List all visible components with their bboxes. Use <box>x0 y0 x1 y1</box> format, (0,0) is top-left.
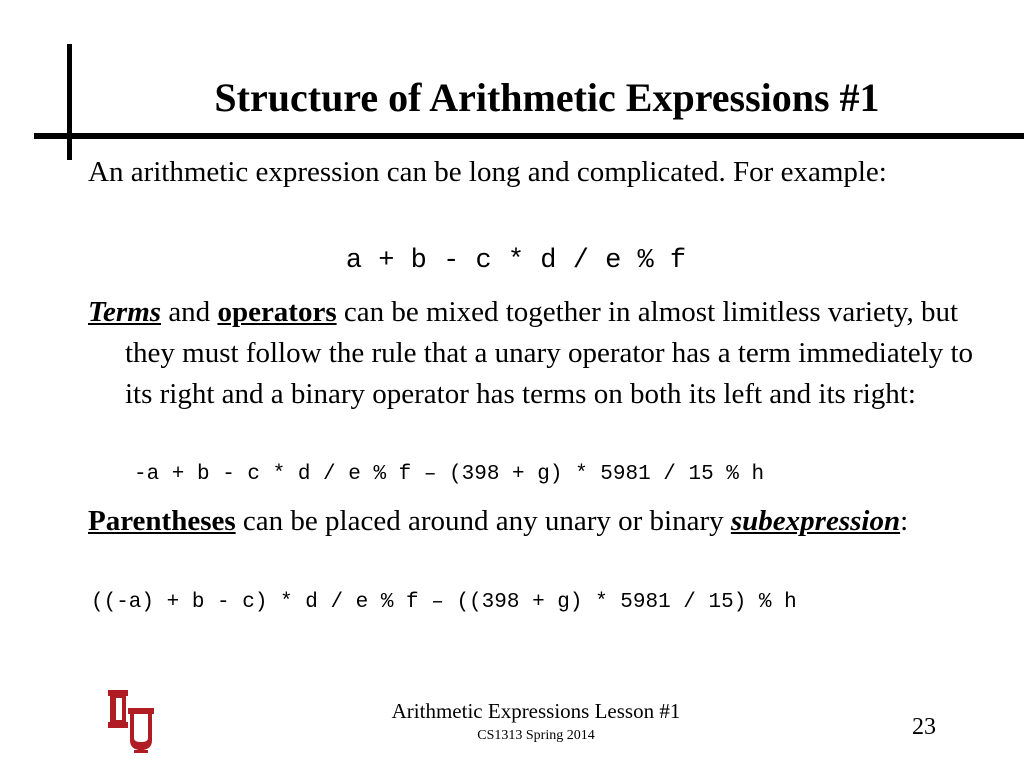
intro-text: An arithmetic expression can be long and complicated. For example: <box>88 156 887 188</box>
rule-text: can be mixed together in almost limitless variety, but they must follow the rule that a unary operator has a term immediately to its right and a binary operator has terms on both its left and its right: <box>125 296 973 410</box>
paragraph-parentheses <box>88 501 985 542</box>
term-subexpression: subexpression <box>730 505 901 537</box>
slide-title: Structure of Arithmetic Expressions #1 <box>214 75 880 120</box>
connector-text: and <box>161 296 218 328</box>
term-parentheses: Parentheses <box>88 505 236 537</box>
code-example-complex: -a + b - c * d / e % f – (398 + g) * 5981 / 15 % h <box>134 463 765 486</box>
code-example-simple: a + b - c * d / e % f <box>345 246 687 276</box>
footer-course-term: CS1313 Spring 2014 <box>477 728 595 743</box>
term-terms: Terms <box>88 296 162 328</box>
paragraph-intro <box>88 152 985 193</box>
parentheses-text: can be placed around any unary or binary <box>235 505 731 537</box>
footer-lesson-title: Arithmetic Expressions Lesson #1 <box>391 699 681 723</box>
page-number: 23 <box>912 714 936 740</box>
paragraph-terms-operators <box>88 292 985 415</box>
colon-text: : <box>900 505 909 537</box>
term-operators: operators <box>217 296 337 328</box>
code-example-parenthesized: ((-a) + b - c) * d / e % f – ((398 + g) * 5981 / 15) % h <box>91 591 797 614</box>
title-underline-rule <box>34 133 1024 139</box>
